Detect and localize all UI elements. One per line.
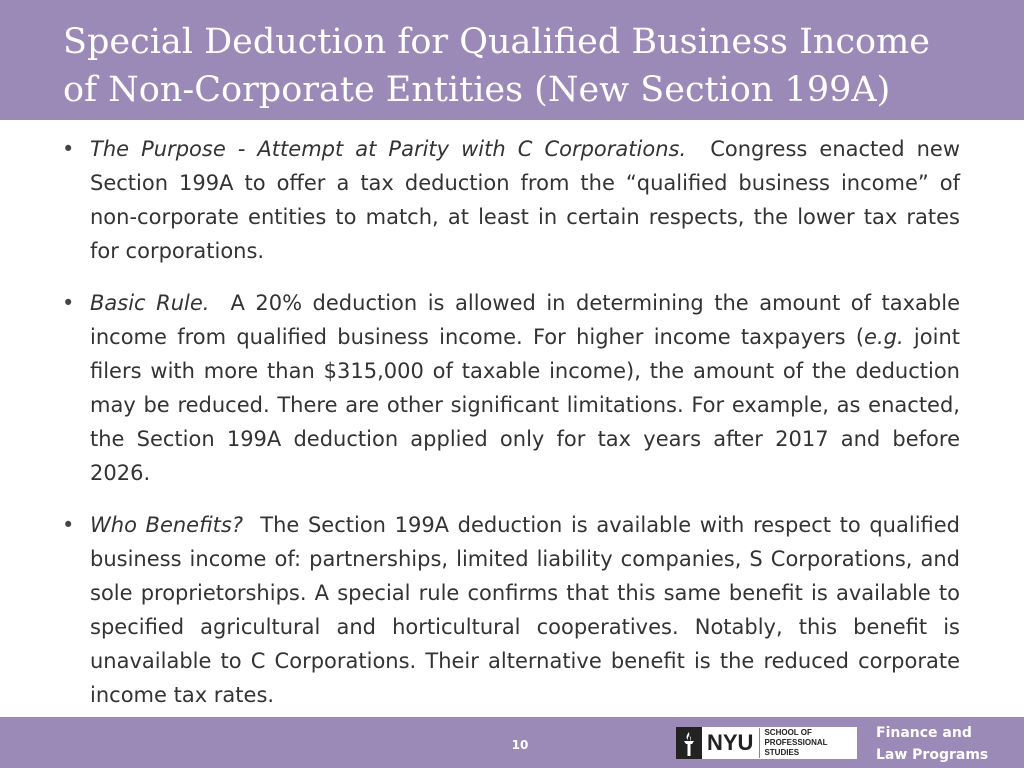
bullet-lead: Who Benefits? bbox=[90, 513, 243, 537]
title-bar bbox=[0, 0, 1024, 120]
slide-title bbox=[63, 18, 1003, 114]
slide-body bbox=[62, 132, 960, 730]
nyu-sps-logo bbox=[676, 727, 857, 759]
bullet-lead: Basic Rule. bbox=[90, 291, 210, 315]
bullet-text: The Section 199A deduction is available with respect to qualified business income of: partnerships, limited liability companies, S Corporations, and sole proprietorships. A special rule confirms that this same benefit is available to specified agricultural and horticultural cooperatives. Notably, this benefit is unavailable to C Corporations. Their alternative benefit is the reduced corporate income tax rates. bbox=[90, 513, 961, 707]
school-name bbox=[759, 728, 857, 758]
bullet-text: A 20% deduction is allowed in determining the amount of taxable income from qualified business income. For higher income taxpayers ( bbox=[90, 291, 960, 349]
bullet-dot: • bbox=[62, 137, 75, 161]
program-name-line-1: Finance and bbox=[876, 725, 972, 741]
torch-icon bbox=[676, 727, 702, 759]
bullet-eg: e.g. bbox=[864, 325, 904, 349]
school-name-line-1: SCHOOL OF bbox=[764, 728, 812, 737]
bullet-text: Congress enacted new Section 199A to offer a tax deduction from the “qualified business income” of non-corporate entities to match, at least in certain respects, the lower tax rates for corporations. bbox=[90, 137, 960, 263]
nyu-wordmark: NYU bbox=[707, 730, 754, 755]
program-name-line-2: Law Programs bbox=[876, 747, 989, 763]
bullet-text-continued: joint filers with more than $315,000 of taxable income), the amount of the deduction may be reduced. There are other significant limitations. For example, as enacted, the Section 199A deduction applied only for tax years after 2017 and before 2026. bbox=[90, 325, 960, 485]
page-number: 10 bbox=[511, 738, 529, 752]
bullet-basic-rule bbox=[62, 286, 960, 490]
bullet-purpose bbox=[62, 132, 960, 268]
bullet-dot: • bbox=[62, 291, 75, 315]
bullet-who-benefits bbox=[62, 508, 960, 712]
slide-title-line-2: of Non-Corporate Entities (New Section 199A) bbox=[63, 70, 891, 110]
bullet-lead: The Purpose - Attempt at Parity with C Corporations. bbox=[90, 137, 687, 161]
school-name-line-2: PROFESSIONAL STUDIES bbox=[764, 738, 828, 757]
program-name bbox=[876, 722, 1016, 766]
bullet-dot: • bbox=[62, 513, 75, 537]
slide-title-line-1: Special Deduction for Qualified Business Income bbox=[63, 22, 931, 62]
